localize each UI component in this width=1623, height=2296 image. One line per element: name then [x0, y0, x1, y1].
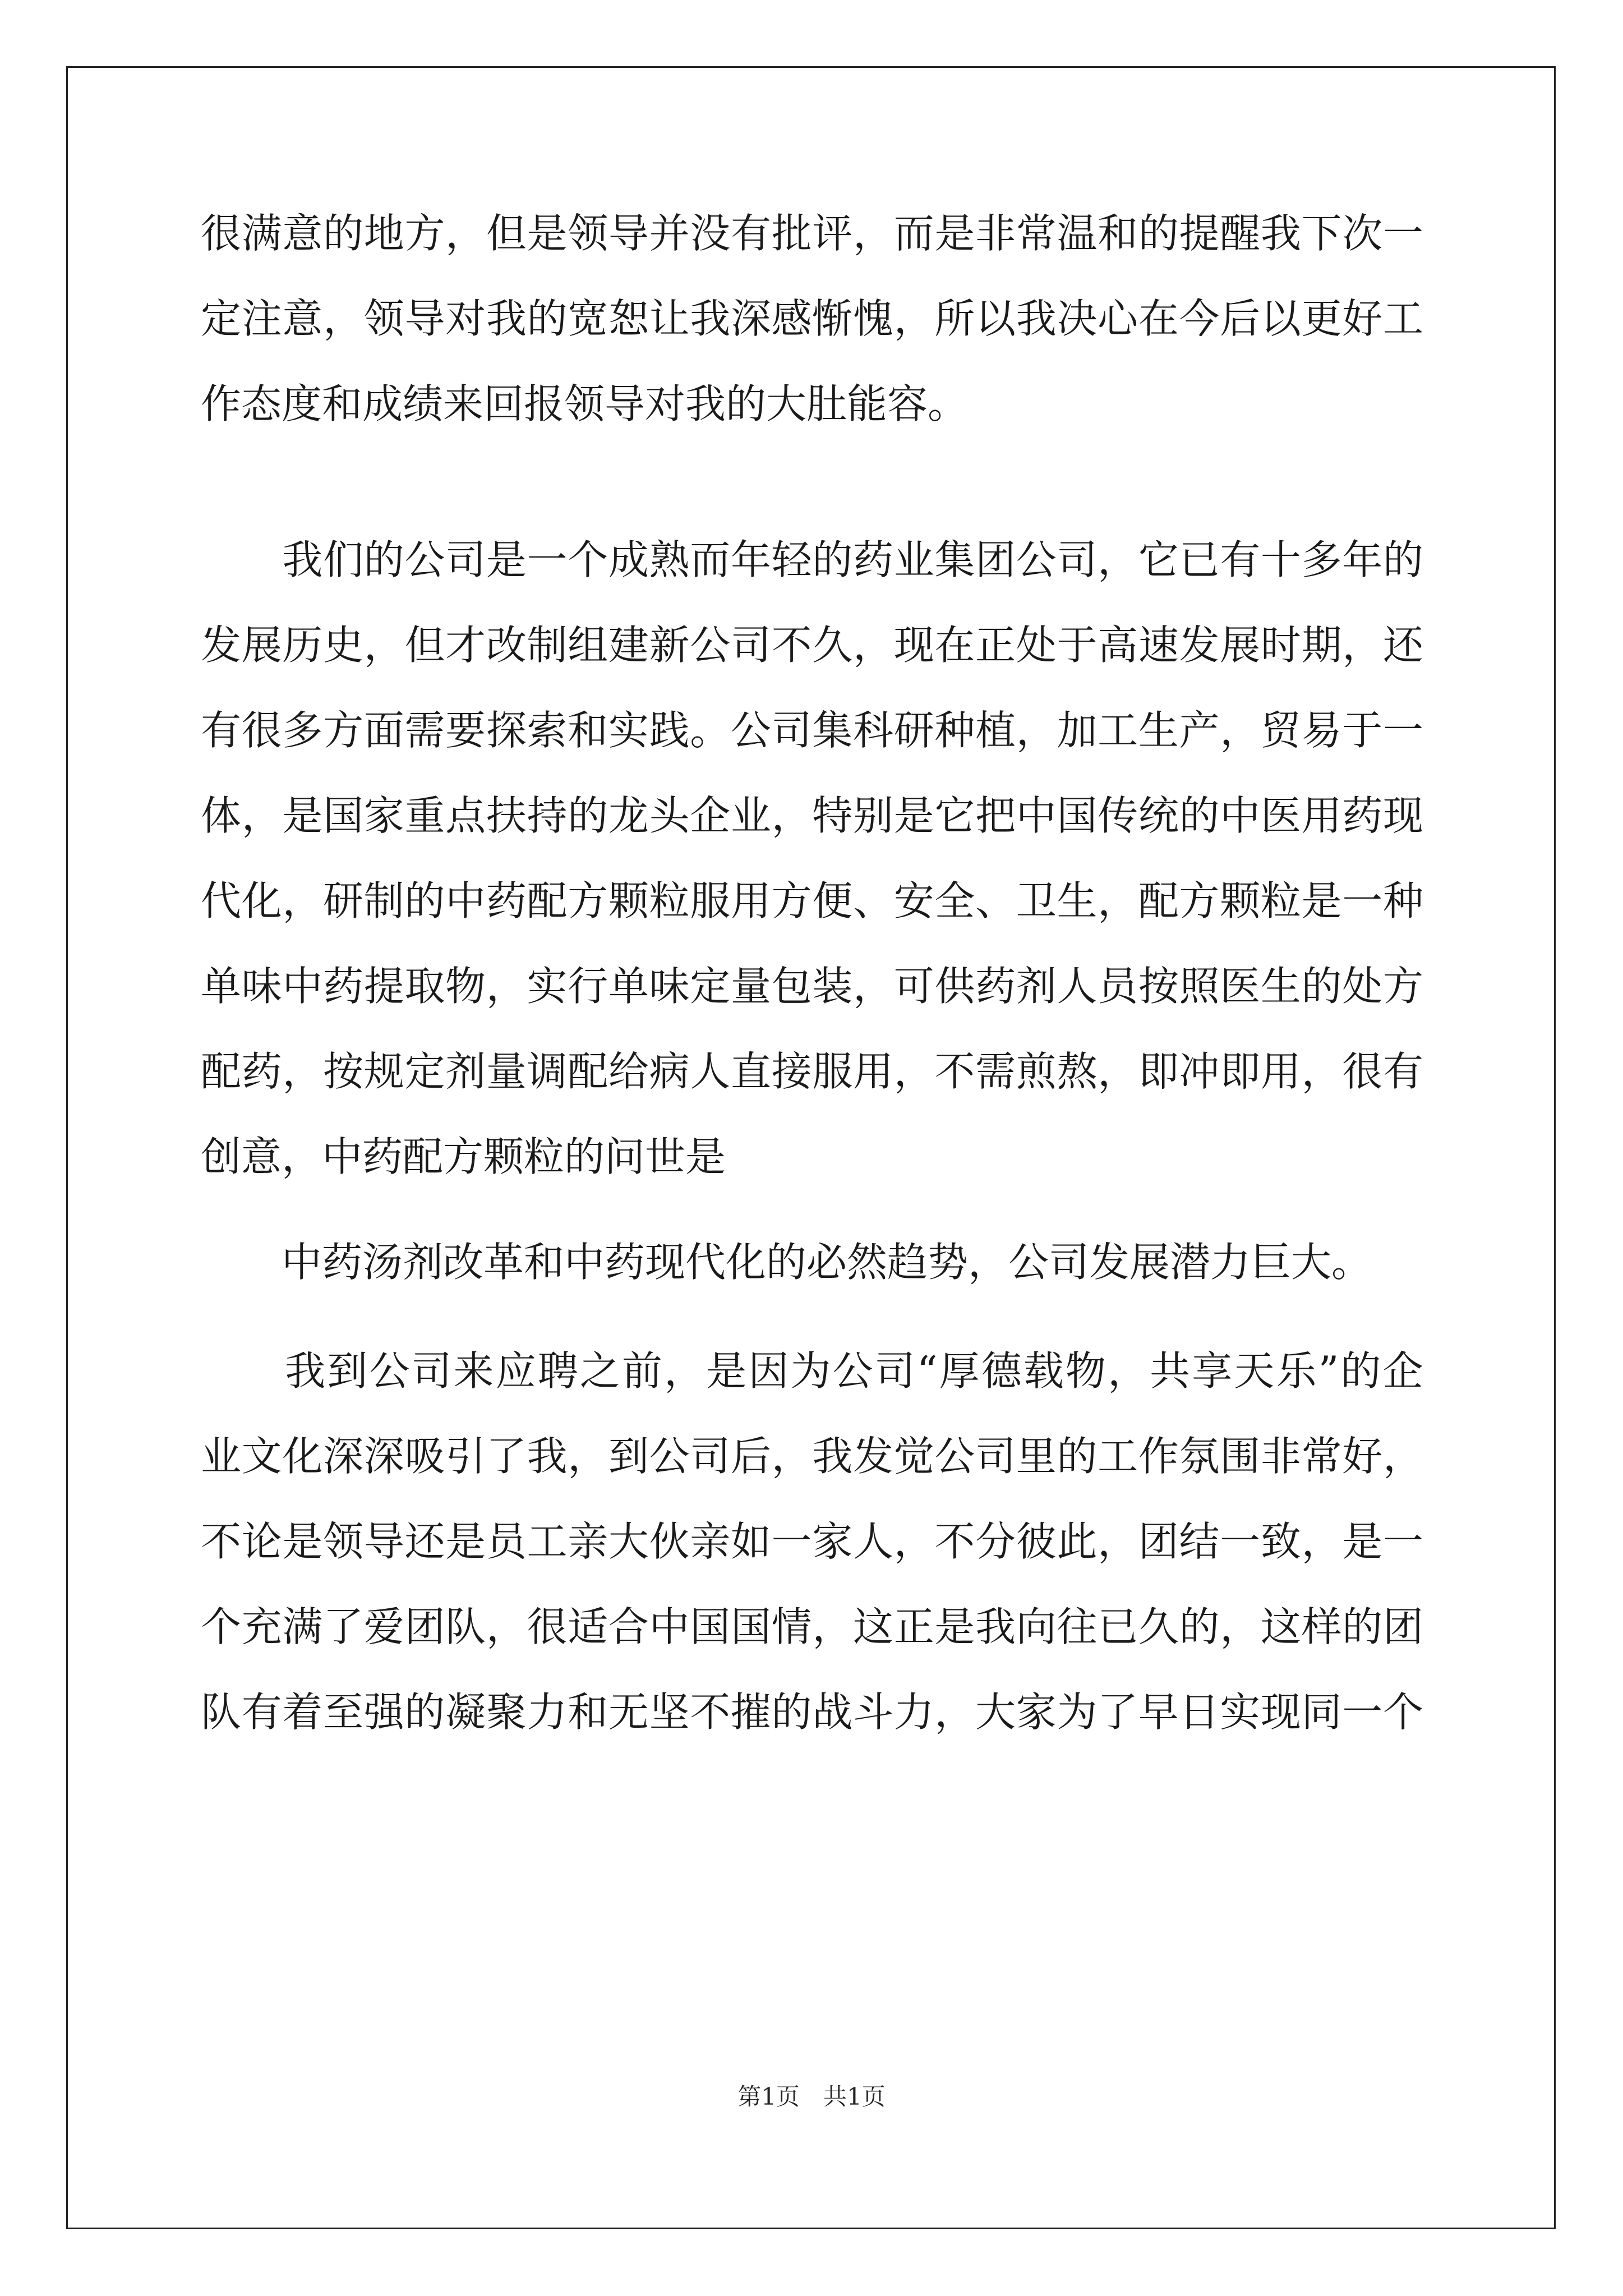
text-line: 中药汤剂改革和中药现代化的必然趋势，公司发展潜力巨大。: [201, 1239, 1372, 1286]
text-line: 发展历史，但才改制组建新公司不久，现在正处于高速发展时期，还: [201, 622, 1424, 669]
text-line: 定注意，领导对我的宽恕让我深感惭愧，所以我决心在今后以更好工: [201, 295, 1424, 342]
text-line: 不论是领导还是员工亲大伙亲如一家人，不分彼此，团结一致，是一: [201, 1518, 1424, 1565]
text-line: 创意，中药配方颗粒的问世是: [201, 1133, 726, 1180]
text-line: 体，是国家重点扶持的龙头企业，特别是它把中国传统的中医用药现: [201, 792, 1424, 839]
text-line: 很满意的地方，但是领导并没有批评，而是非常温和的提醒我下次一: [201, 210, 1424, 257]
text-line: 我们的公司是一个成熟而年轻的药业集团公司，它已有十多年的: [201, 536, 1424, 583]
text-line: 代化，研制的中药配方颗粒服用方便、安全、卫生，配方颗粒是一种: [201, 877, 1424, 924]
text-line: 配药，按规定剂量调配给病人直接服用，不需煎熬，即冲即用，很有: [201, 1048, 1424, 1095]
page-footer: 第1页 共1页: [737, 2083, 886, 2110]
text-line: 个充满了爱团队，很适合中国国情，这正是我向往已久的，这样的团: [201, 1603, 1424, 1650]
text-line: 作态度和成绩来回报领导对我的大肚能容。: [201, 380, 969, 427]
text-line: 业文化深深吸引了我，到公司后，我发觉公司里的工作氛围非常好，: [201, 1433, 1424, 1480]
text-line: 我到公司来应聘之前，是因为公司“厚德载物，共享天乐”的企: [201, 1347, 1425, 1395]
text-line: 有很多方面需要探索和实践。公司集科研种植，加工生产，贸易于一: [201, 707, 1424, 754]
text-line: 队有着至强的凝聚力和无坚不摧的战斗力，大家为了早日实现同一个: [201, 1688, 1424, 1736]
text-line: 单味中药提取物，实行单味定量包装，可供药剂人员按照医生的处方: [201, 963, 1424, 1010]
